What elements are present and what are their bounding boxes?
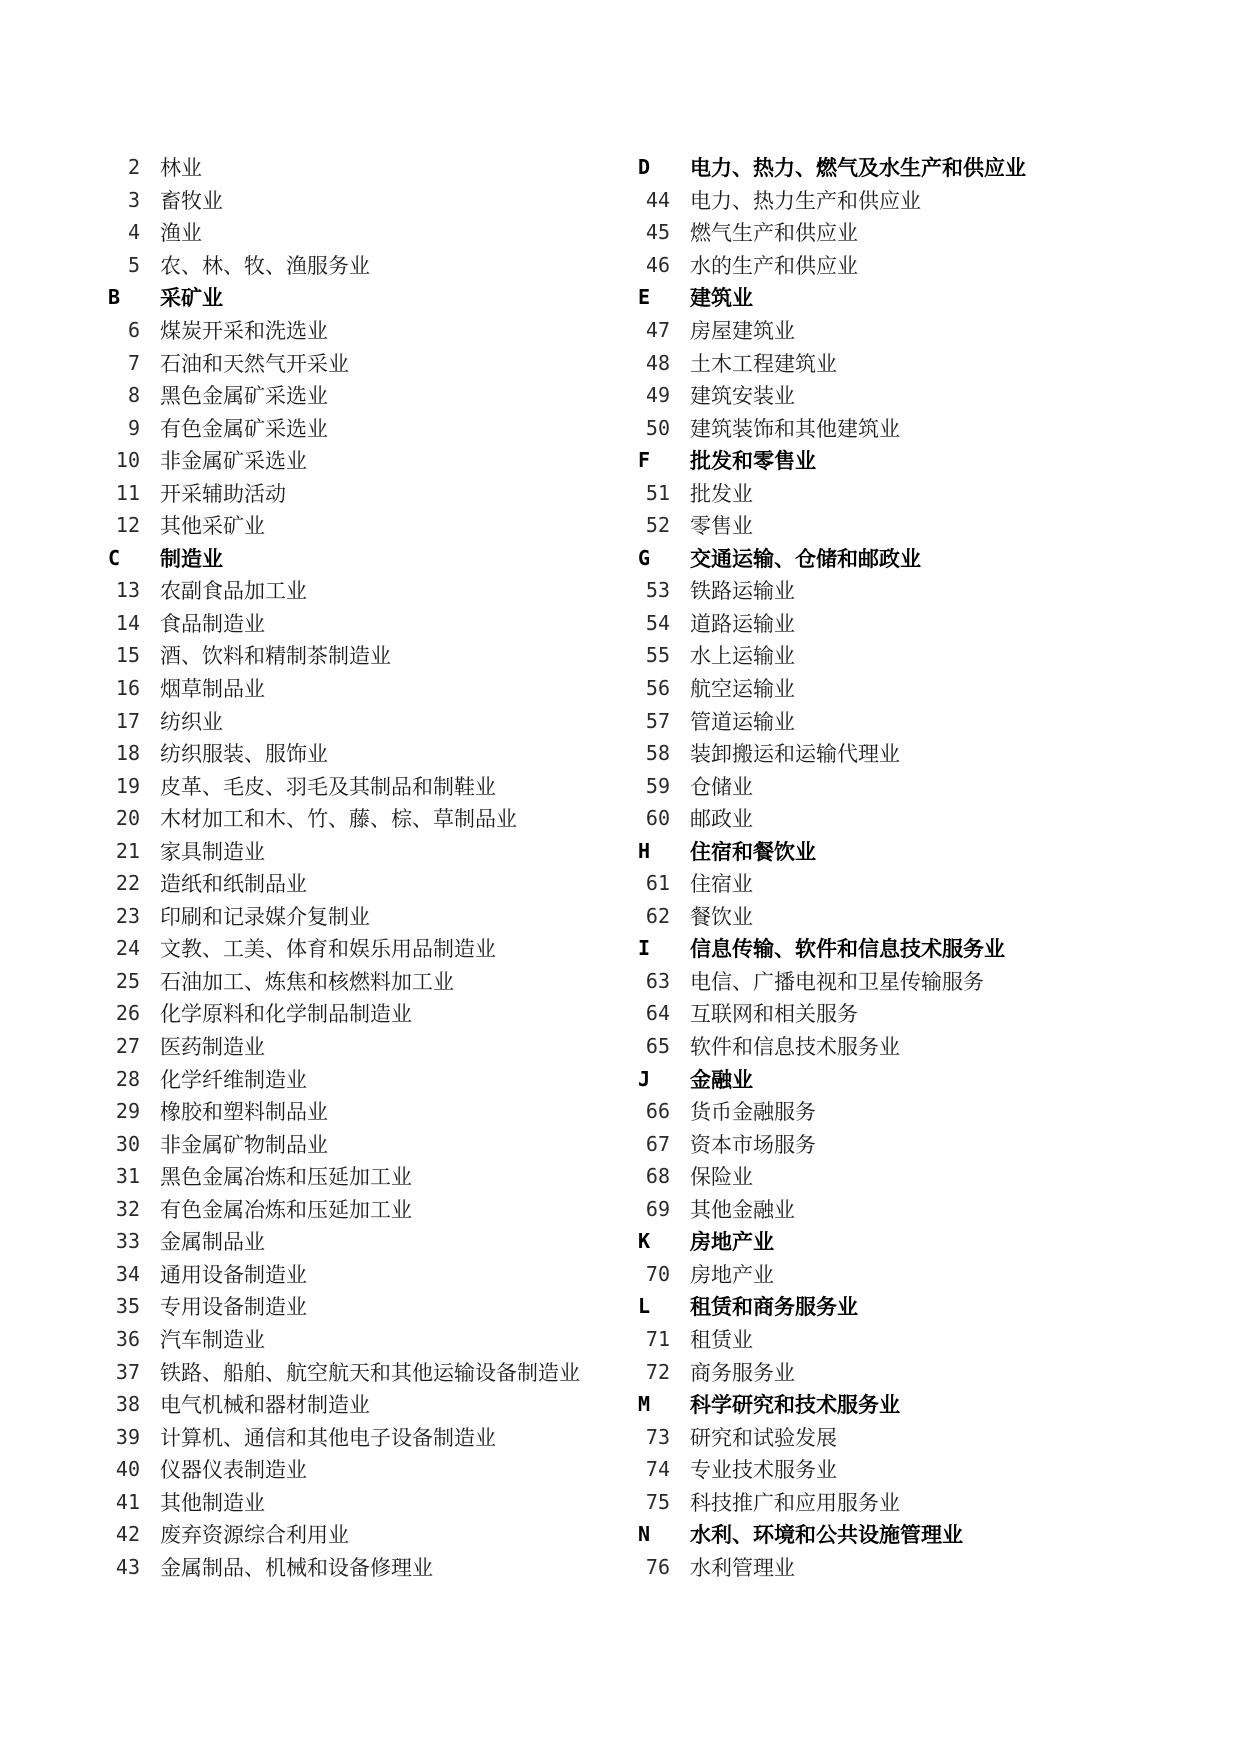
industry-row <box>108 151 628 184</box>
industry-row <box>108 900 628 933</box>
industry-name: 商务服务业 <box>690 1360 795 1385</box>
industry-name: 黑色金属冶炼和压延加工业 <box>160 1165 412 1190</box>
section-name: 制造业 <box>160 545 223 571</box>
section-row <box>108 542 628 575</box>
industry-row <box>638 1127 1158 1160</box>
section-code: E <box>638 285 651 310</box>
industry-row <box>638 769 1158 802</box>
industry-code: 65 <box>645 1034 670 1059</box>
left-column <box>108 151 628 1583</box>
industry-row <box>108 704 628 737</box>
industry-name: 水的生产和供应业 <box>690 253 858 278</box>
industry-code: 76 <box>645 1554 670 1579</box>
industry-row <box>108 314 628 347</box>
section-name: 住宿和餐饮业 <box>690 838 816 864</box>
industry-code: 70 <box>645 1261 670 1286</box>
industry-name: 有色金属矿采选业 <box>160 416 328 441</box>
industry-name: 石油加工、炼焦和核燃料加工业 <box>160 969 454 994</box>
section-row <box>638 281 1158 314</box>
industry-row <box>108 932 628 965</box>
industry-code: 60 <box>645 806 670 831</box>
industry-name: 专用设备制造业 <box>160 1295 307 1320</box>
industry-row <box>638 639 1158 672</box>
industry-name: 煤炭开采和洗选业 <box>160 319 328 343</box>
industry-code: 29 <box>115 1099 140 1124</box>
section-row <box>638 932 1158 965</box>
industry-row <box>638 1355 1158 1388</box>
industry-code: 21 <box>115 838 140 863</box>
industry-row <box>638 1551 1158 1584</box>
industry-row <box>108 834 628 867</box>
industry-code: 69 <box>645 1196 670 1221</box>
section-name: 信息传输、软件和信息技术服务业 <box>690 936 1005 962</box>
section-name: 金融业 <box>690 1066 753 1092</box>
industry-row <box>638 411 1158 444</box>
industry-code: 49 <box>645 383 670 408</box>
industry-code: 17 <box>115 708 140 733</box>
section-code: B <box>108 285 121 310</box>
industry-code: 26 <box>115 1001 140 1026</box>
industry-code: 73 <box>645 1424 670 1449</box>
industry-code: 64 <box>645 1001 670 1026</box>
industry-row <box>108 1355 628 1388</box>
industry-name: 其他制造业 <box>160 1490 265 1515</box>
industry-name: 互联网和相关服务 <box>690 1002 858 1027</box>
industry-code: 18 <box>115 741 140 766</box>
industry-name: 文教、工美、体育和娱乐用品制造业 <box>160 937 496 962</box>
section-row <box>108 281 628 314</box>
industry-row <box>638 900 1158 933</box>
industry-code: 2 <box>127 155 140 180</box>
industry-name: 资本市场服务 <box>690 1132 816 1157</box>
industry-code: 16 <box>115 676 140 701</box>
industry-row <box>638 1420 1158 1453</box>
industry-row <box>108 1127 628 1160</box>
industry-code: 68 <box>645 1164 670 1189</box>
industry-name: 造纸和纸制品业 <box>160 872 307 897</box>
industry-name: 燃气生产和供应业 <box>690 221 858 246</box>
right-column <box>638 151 1158 1583</box>
industry-code: 45 <box>645 220 670 245</box>
industry-code: 13 <box>115 578 140 603</box>
industry-code: 51 <box>645 480 670 505</box>
industry-name: 汽车制造业 <box>160 1327 265 1352</box>
industry-code: 12 <box>115 513 140 538</box>
industry-code: 5 <box>127 252 140 277</box>
industry-row <box>108 737 628 770</box>
industry-row <box>108 1453 628 1486</box>
industry-code: 43 <box>115 1554 140 1579</box>
industry-name: 科技推广和应用服务业 <box>690 1490 900 1515</box>
industry-code: 41 <box>115 1489 140 1514</box>
industry-code: 7 <box>127 350 140 375</box>
industry-code: 54 <box>645 610 670 635</box>
industry-row <box>638 346 1158 379</box>
industry-row <box>108 639 628 672</box>
section-name: 采矿业 <box>160 285 223 311</box>
section-code: D <box>638 155 651 180</box>
industry-row <box>638 184 1158 217</box>
industry-code: 48 <box>645 350 670 375</box>
section-row <box>638 444 1158 477</box>
industry-row <box>108 1225 628 1258</box>
industry-row <box>108 249 628 282</box>
section-row <box>638 1225 1158 1258</box>
industry-name: 建筑安装业 <box>690 384 795 409</box>
industry-name: 其他金融业 <box>690 1197 795 1222</box>
industry-row <box>638 672 1158 705</box>
section-code: K <box>638 1229 651 1254</box>
industry-code: 22 <box>115 871 140 896</box>
industry-name: 渔业 <box>160 221 202 246</box>
industry-name: 道路运输业 <box>690 611 795 636</box>
section-code: M <box>638 1392 651 1417</box>
section-name: 水利、环境和公共设施管理业 <box>690 1522 963 1548</box>
industry-code: 38 <box>115 1392 140 1417</box>
industry-code: 42 <box>115 1522 140 1547</box>
industry-code: 23 <box>115 903 140 928</box>
industry-name: 专业技术服务业 <box>690 1458 837 1483</box>
industry-name: 非金属矿采选业 <box>160 449 307 474</box>
industry-code: 46 <box>645 252 670 277</box>
industry-row <box>638 1030 1158 1063</box>
industry-name: 餐饮业 <box>690 904 753 929</box>
industry-code: 36 <box>115 1326 140 1351</box>
industry-code: 62 <box>645 903 670 928</box>
industry-row <box>108 607 628 640</box>
section-row <box>638 542 1158 575</box>
industry-name: 邮政业 <box>690 807 753 832</box>
industry-code: 27 <box>115 1034 140 1059</box>
industry-row <box>108 867 628 900</box>
industry-code: 71 <box>645 1326 670 1351</box>
industry-row <box>108 1485 628 1518</box>
section-code: F <box>638 448 651 473</box>
industry-row <box>638 314 1158 347</box>
industry-name: 皮革、毛皮、羽毛及其制品和制鞋业 <box>160 774 496 799</box>
industry-name: 酒、饮料和精制茶制造业 <box>160 644 391 669</box>
industry-name: 仓储业 <box>690 774 753 799</box>
industry-name: 货币金融服务 <box>690 1100 816 1125</box>
industry-name: 电气机械和器材制造业 <box>160 1393 370 1418</box>
industry-row <box>108 346 628 379</box>
industry-name: 零售业 <box>690 514 753 539</box>
industry-name: 批发业 <box>690 481 753 506</box>
industry-name: 医药制造业 <box>160 1035 265 1060</box>
industry-code: 19 <box>115 773 140 798</box>
industry-code: 58 <box>645 741 670 766</box>
industry-code: 35 <box>115 1294 140 1319</box>
industry-row <box>108 1030 628 1063</box>
industry-name: 水利管理业 <box>690 1555 795 1580</box>
industry-code: 50 <box>645 415 670 440</box>
industry-name: 橡胶和塑料制品业 <box>160 1100 328 1125</box>
industry-row <box>108 1193 628 1226</box>
industry-row <box>108 1388 628 1421</box>
industry-name: 金属制品、机械和设备修理业 <box>160 1555 433 1580</box>
industry-row <box>638 1095 1158 1128</box>
section-code: I <box>638 936 651 961</box>
industry-row <box>108 769 628 802</box>
section-name: 科学研究和技术服务业 <box>690 1392 900 1418</box>
industry-row <box>638 997 1158 1030</box>
industry-row <box>638 476 1158 509</box>
industry-row <box>638 1453 1158 1486</box>
industry-name: 水上运输业 <box>690 644 795 669</box>
industry-code: 6 <box>127 318 140 342</box>
industry-code: 74 <box>645 1457 670 1482</box>
industry-code: 15 <box>115 643 140 668</box>
industry-row <box>108 509 628 542</box>
industry-name: 土木工程建筑业 <box>690 351 837 376</box>
industry-code: 72 <box>645 1359 670 1384</box>
industry-row <box>638 737 1158 770</box>
industry-code: 8 <box>127 383 140 408</box>
industry-name: 农副食品加工业 <box>160 579 307 604</box>
section-row <box>638 1388 1158 1421</box>
industry-code: 20 <box>115 806 140 831</box>
industry-row <box>638 965 1158 998</box>
industry-name: 管道运输业 <box>690 709 795 734</box>
industry-row <box>108 965 628 998</box>
industry-name: 林业 <box>160 156 202 181</box>
industry-code: 39 <box>115 1424 140 1449</box>
industry-code: 66 <box>645 1099 670 1124</box>
section-row <box>638 151 1158 184</box>
industry-name: 石油和天然气开采业 <box>160 351 349 376</box>
industry-row <box>108 1290 628 1323</box>
section-name: 租赁和商务服务业 <box>690 1294 858 1320</box>
industry-name: 化学原料和化学制品制造业 <box>160 1002 412 1027</box>
industry-name: 其他采矿业 <box>160 514 265 539</box>
industry-name: 房屋建筑业 <box>690 319 795 343</box>
industry-name: 房地产业 <box>690 1262 774 1287</box>
industry-name: 研究和试验发展 <box>690 1425 837 1450</box>
industry-name: 废弃资源综合利用业 <box>160 1523 349 1548</box>
industry-row <box>108 1323 628 1356</box>
industry-name: 电信、广播电视和卫星传输服务 <box>690 969 984 994</box>
industry-row <box>638 1323 1158 1356</box>
industry-row <box>108 1258 628 1291</box>
section-code: G <box>638 545 651 570</box>
industry-name: 建筑装饰和其他建筑业 <box>690 416 900 441</box>
industry-row <box>638 1193 1158 1226</box>
industry-row <box>108 476 628 509</box>
industry-name: 印刷和记录媒介复制业 <box>160 904 370 929</box>
industry-code: 30 <box>115 1131 140 1156</box>
section-name: 交通运输、仓储和邮政业 <box>690 545 921 571</box>
industry-row <box>108 216 628 249</box>
section-row <box>638 834 1158 867</box>
industry-code: 31 <box>115 1164 140 1189</box>
industry-name: 装卸搬运和运输代理业 <box>690 742 900 767</box>
industry-row <box>638 574 1158 607</box>
industry-name: 家具制造业 <box>160 839 265 864</box>
industry-name: 航空运输业 <box>690 677 795 702</box>
industry-code: 4 <box>127 220 140 245</box>
industry-code: 44 <box>645 187 670 212</box>
industry-row <box>108 997 628 1030</box>
industry-row <box>638 509 1158 542</box>
industry-code: 75 <box>645 1489 670 1514</box>
section-name: 房地产业 <box>690 1229 774 1255</box>
industry-code: 33 <box>115 1229 140 1254</box>
industry-row <box>108 1062 628 1095</box>
industry-code: 3 <box>127 187 140 212</box>
industry-name: 电力、热力生产和供应业 <box>690 188 921 213</box>
industry-code: 53 <box>645 578 670 603</box>
section-name: 批发和零售业 <box>690 448 816 474</box>
industry-name: 铁路、船舶、航空航天和其他运输设备制造业 <box>160 1360 580 1385</box>
industry-code: 59 <box>645 773 670 798</box>
industry-row <box>638 802 1158 835</box>
industry-row <box>638 704 1158 737</box>
section-code: N <box>638 1522 651 1547</box>
industry-name: 租赁业 <box>690 1327 753 1352</box>
industry-row <box>108 1420 628 1453</box>
industry-name: 纺织服装、服饰业 <box>160 742 328 767</box>
industry-row <box>108 411 628 444</box>
industry-row <box>108 1518 628 1551</box>
section-name: 电力、热力、燃气及水生产和供应业 <box>690 155 1026 181</box>
industry-code: 34 <box>115 1261 140 1286</box>
industry-name: 纺织业 <box>160 709 223 734</box>
industry-code: 55 <box>645 643 670 668</box>
industry-code: 57 <box>645 708 670 733</box>
industry-code: 32 <box>115 1196 140 1221</box>
industry-row <box>638 607 1158 640</box>
industry-name: 化学纤维制造业 <box>160 1067 307 1092</box>
industry-name: 木材加工和木、竹、藤、棕、草制品业 <box>160 807 517 832</box>
industry-row <box>108 1551 628 1584</box>
industry-name: 畜牧业 <box>160 188 223 213</box>
industry-row <box>108 1160 628 1193</box>
industry-code: 56 <box>645 676 670 701</box>
industry-code: 37 <box>115 1359 140 1384</box>
section-name: 建筑业 <box>690 285 753 311</box>
industry-row <box>638 1485 1158 1518</box>
section-code: J <box>638 1066 651 1091</box>
industry-name: 计算机、通信和其他电子设备制造业 <box>160 1425 496 1450</box>
industry-row <box>108 184 628 217</box>
section-code: H <box>638 838 651 863</box>
industry-code: 52 <box>645 513 670 538</box>
industry-row <box>108 802 628 835</box>
industry-name: 金属制品业 <box>160 1230 265 1255</box>
industry-code: 11 <box>115 480 140 505</box>
industry-name: 黑色金属矿采选业 <box>160 384 328 409</box>
industry-name: 仪器仪表制造业 <box>160 1458 307 1483</box>
industry-row <box>108 672 628 705</box>
industry-code: 14 <box>115 610 140 635</box>
industry-code: 10 <box>115 448 140 473</box>
industry-row <box>108 379 628 412</box>
industry-code: 61 <box>645 871 670 896</box>
industry-name: 烟草制品业 <box>160 677 265 702</box>
section-row <box>638 1290 1158 1323</box>
industry-row <box>638 1160 1158 1193</box>
industry-code: 40 <box>115 1457 140 1482</box>
industry-code: 28 <box>115 1066 140 1091</box>
industry-code: 47 <box>645 318 670 342</box>
section-row <box>638 1062 1158 1095</box>
industry-name: 通用设备制造业 <box>160 1262 307 1287</box>
industry-row <box>108 444 628 477</box>
industry-row <box>638 1258 1158 1291</box>
section-row <box>638 1518 1158 1551</box>
industry-code: 25 <box>115 968 140 993</box>
industry-code: 24 <box>115 936 140 961</box>
industry-row <box>108 1095 628 1128</box>
industry-row <box>638 379 1158 412</box>
industry-row <box>638 216 1158 249</box>
industry-name: 食品制造业 <box>160 611 265 636</box>
industry-name: 有色金属冶炼和压延加工业 <box>160 1197 412 1222</box>
industry-name: 住宿业 <box>690 872 753 897</box>
section-code: C <box>108 545 121 570</box>
industry-name: 农、林、牧、渔服务业 <box>160 253 370 278</box>
industry-row <box>108 574 628 607</box>
industry-code: 63 <box>645 968 670 993</box>
industry-name: 非金属矿物制品业 <box>160 1132 328 1157</box>
industry-row <box>638 249 1158 282</box>
industry-code: 9 <box>127 415 140 440</box>
industry-name: 铁路运输业 <box>690 579 795 604</box>
industry-name: 开采辅助活动 <box>160 481 286 506</box>
industry-name: 软件和信息技术服务业 <box>690 1035 900 1060</box>
section-code: L <box>638 1294 651 1319</box>
industry-name: 保险业 <box>690 1165 753 1190</box>
industry-code: 67 <box>645 1131 670 1156</box>
industry-row <box>638 867 1158 900</box>
